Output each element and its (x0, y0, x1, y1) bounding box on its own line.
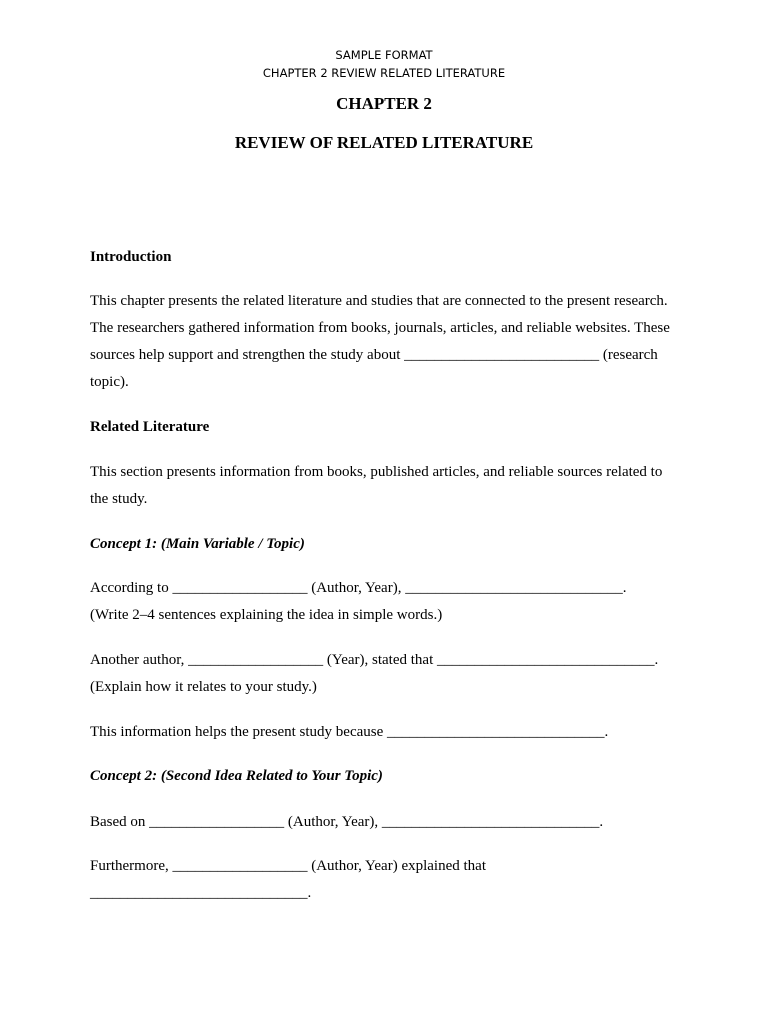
concept1-heading: Concept 1: (Main Variable / Topic) (90, 536, 305, 552)
paragraph-line: Another author, __________________ (Year), stated that _____________________________. (90, 652, 659, 668)
header-chapter-label: CHAPTER 2 REVIEW RELATED LITERATURE (262, 66, 506, 80)
introduction-heading: Introduction (90, 249, 172, 265)
paragraph-line: topic). (90, 374, 129, 390)
concept1-paragraph-2 (90, 647, 690, 701)
paragraph-line: the study. (90, 491, 148, 507)
paragraph-line: (Explain how it relates to your study.) (90, 679, 317, 695)
related-literature-heading: Related Literature (90, 419, 210, 435)
chapter-title: CHAPTER 2 (336, 94, 432, 113)
concept1-paragraph-1 (90, 575, 690, 629)
paragraph-line: According to __________________ (Author, Year), _____________________________. (90, 580, 627, 596)
concept1-paragraph-3: This information helps the present study because _____________________________. (90, 724, 609, 740)
paragraph-line: _____________________________. (90, 885, 312, 901)
introduction-paragraph (90, 288, 690, 396)
related-literature-paragraph (90, 459, 690, 513)
paragraph-line: The researchers gathered information from books, journals, articles, and reliable websites. These (90, 320, 670, 336)
concept2-paragraph-2 (90, 853, 690, 907)
chapter-subtitle: REVIEW OF RELATED LITERATURE (234, 133, 534, 152)
paragraph-line: Furthermore, __________________ (Author, Year) explained that (90, 858, 486, 874)
paragraph-line: This chapter presents the related literature and studies that are connected to the present research. (90, 293, 668, 309)
concept2-heading: Concept 2: (Second Idea Related to Your Topic) (90, 768, 383, 784)
paragraph-line: sources help support and strengthen the study about __________________________ (research (90, 347, 658, 363)
header-sample-format: SAMPLE FORMAT (335, 48, 433, 62)
paragraph-line: This section presents information from books, published articles, and reliable sources related to (90, 464, 663, 480)
paragraph-line: (Write 2–4 sentences explaining the idea in simple words.) (90, 607, 443, 623)
concept2-paragraph-1: Based on __________________ (Author, Year), _____________________________. (90, 814, 604, 830)
